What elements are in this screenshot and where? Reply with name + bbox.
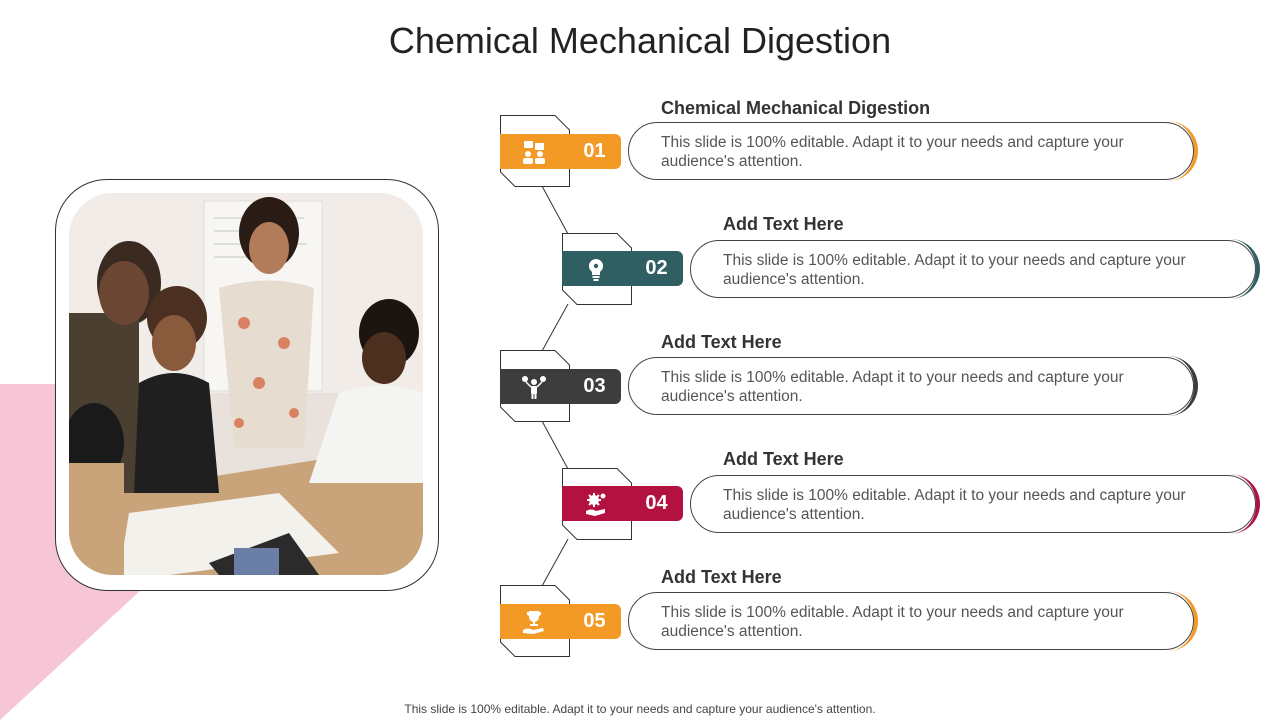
team-meeting-icon (500, 134, 568, 169)
item-heading-5: Add Text Here (661, 567, 782, 587)
item-description-3: This slide is 100% editable. Adapt it to your needs and capture your audience's attention. (628, 357, 1194, 415)
item-description-4: This slide is 100% editable. Adapt it to your needs and capture your audience's attention. (690, 475, 1256, 533)
item-description-1: This slide is 100% editable. Adapt it to your needs and capture your audience's attention. (628, 122, 1194, 180)
decision-person-icon (500, 369, 568, 404)
number-box-3 (500, 369, 621, 404)
item-heading-1: Chemical Mechanical Digestion (661, 98, 931, 118)
number-box-4 (562, 486, 683, 521)
item-number: 05 (583, 610, 606, 632)
item-number: 03 (583, 375, 606, 397)
gear-hand-icon (562, 486, 630, 521)
item-heading-4: Add Text Here (723, 449, 844, 469)
trophy-hand-icon (500, 604, 568, 639)
item-number: 02 (645, 257, 668, 279)
item-heading-3: Add Text Here (661, 332, 782, 352)
item-description-5: This slide is 100% editable. Adapt it to your needs and capture your audience's attention. (628, 592, 1194, 650)
lightbulb-gear-icon (562, 251, 630, 286)
item-number: 01 (583, 140, 606, 162)
item-description-2: This slide is 100% editable. Adapt it to your needs and capture your audience's attention. (690, 240, 1256, 298)
item-heading-2: Add Text Here (723, 214, 844, 234)
number-box-5 (500, 604, 621, 639)
footer-note: This slide is 100% editable. Adapt it to your needs and capture your audience's attention. (404, 702, 876, 716)
slide-title: Chemical Mechanical Digestion (388, 20, 892, 61)
number-box-1 (500, 134, 621, 169)
number-box-2 (562, 251, 683, 286)
item-number: 04 (645, 492, 668, 514)
